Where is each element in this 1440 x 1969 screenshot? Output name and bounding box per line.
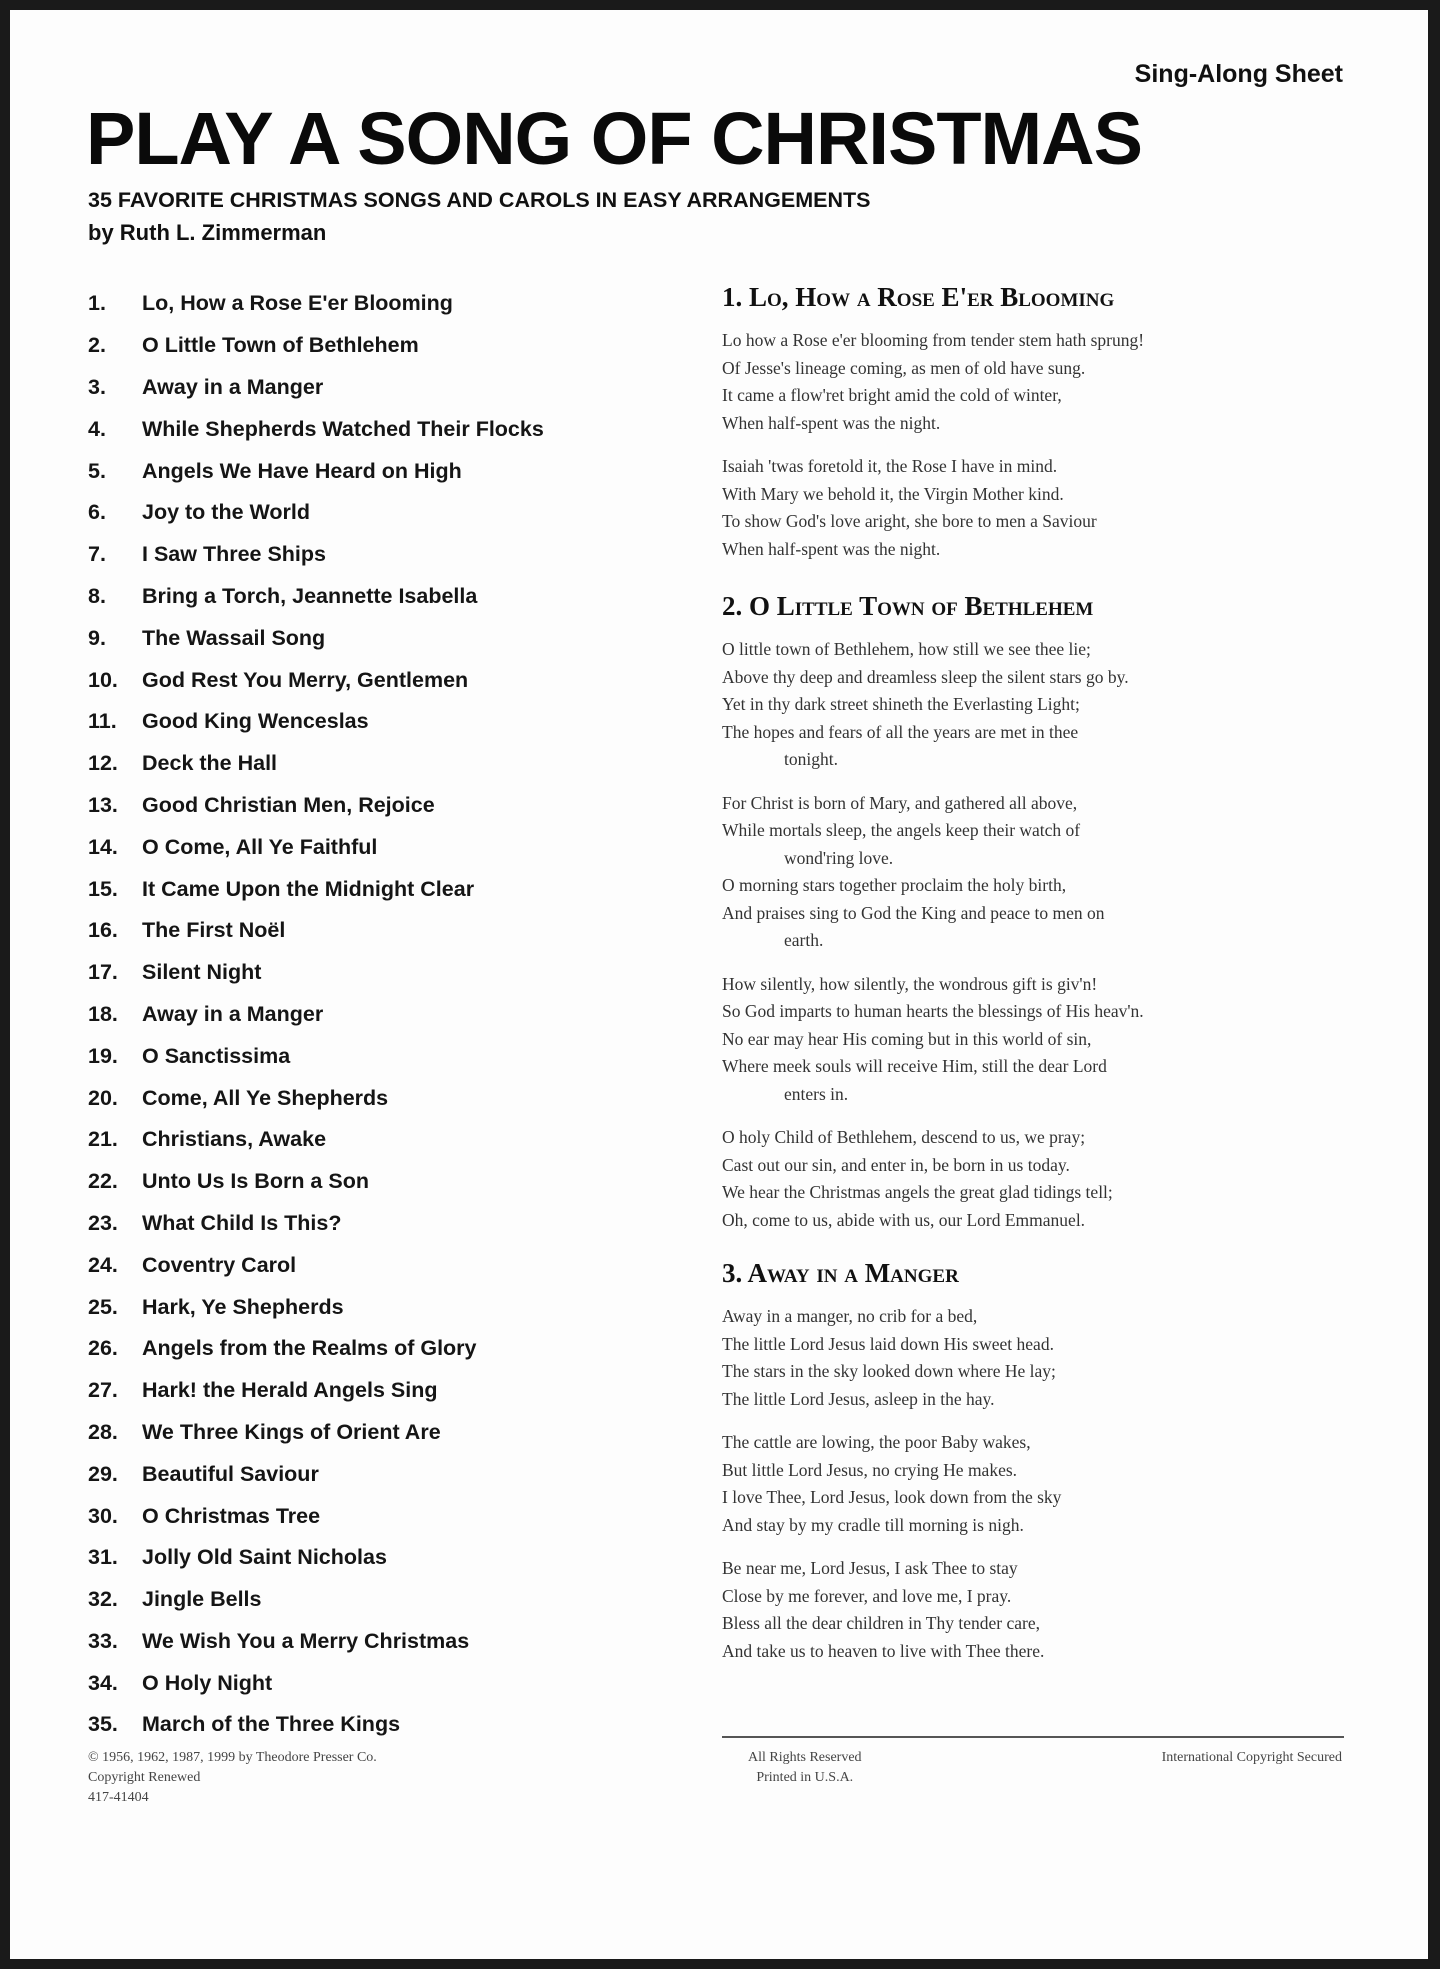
verse [722,327,1362,437]
song-number: 23. [88,1210,118,1235]
page-title: PLAY A SONG OF CHRISTMAS [86,97,1142,180]
copyright-line: Copyright Renewed [88,1770,201,1785]
song-number: 7. [88,542,106,567]
song-title: We Wish You a Merry Christmas [142,1628,470,1653]
song-list-item [88,1704,708,1746]
song-list-item [88,1370,708,1412]
lyric-line: enters in. [784,1083,849,1104]
song-lyrics [722,280,1362,563]
sheet-label: Sing-Along Sheet [1134,60,1343,88]
song-list-item [88,659,708,701]
song-number: 18. [88,1001,118,1026]
song-list-item [88,1203,708,1245]
song-title: Jolly Old Saint Nicholas [142,1545,387,1570]
song-list-item [88,1495,708,1537]
song-list-item [88,576,708,618]
song-title: Beautiful Saviour [142,1461,319,1486]
lyric-line: We hear the Christmas angels the great glad tidings tell; [722,1182,1113,1203]
song-title: Deck the Hall [142,751,278,776]
song-title: Good Christian Men, Rejoice [142,792,435,817]
song-title: Good King Wenceslas [142,709,369,734]
song-list [88,283,708,1746]
lyric-line: Yet in thy dark street shineth the Everlasting Light; [722,694,1080,715]
song-number: 16. [88,918,118,943]
song-number: 35. [88,1712,118,1737]
song-list-item [88,408,708,450]
song-number: 34. [88,1670,118,1695]
song-title: Angels We Have Heard on High [142,458,462,483]
song-title: Jingle Bells [142,1587,262,1612]
song-number: 8. [88,583,106,608]
song-list-item [88,1119,708,1161]
verse [722,1303,1362,1413]
song-title: O Christmas Tree [142,1503,321,1528]
lyric-line: Close by me forever, and love me, I pray. [722,1585,1012,1606]
song-list-item [88,868,708,910]
song-title: Joy to the World [142,500,311,525]
lyric-line: When half-spent was the night. [722,412,941,433]
song-list-item [88,1035,708,1077]
song-number: 28. [88,1419,118,1444]
song-number: 14. [88,834,118,859]
printed-line: Printed in U.S.A. [756,1770,854,1785]
lyric-line: Above thy deep and dreamless sleep the silent stars go by. [722,666,1129,687]
song-title: March of the Three Kings [142,1712,401,1737]
lyric-line: earth. [784,930,824,951]
song-title: O Sanctissima [142,1043,291,1068]
song-list-item [88,1412,708,1454]
song-number: 32. [88,1587,118,1612]
song-title: The Wassail Song [142,625,326,650]
song-title: Hark, Ye Shepherds [142,1294,344,1319]
song-list-item [88,1579,708,1621]
song-list-item [88,910,708,952]
verse [722,453,1362,563]
author: by Ruth L. Zimmerman [88,220,327,245]
lyric-line: And praises sing to God the King and peace to men on [722,902,1105,923]
lyric-line: Isaiah 'twas foretold it, the Rose I have in mind. [722,456,1058,477]
lyric-line: tonight. [784,749,838,770]
song-number: 13. [88,792,118,817]
song-number: 33. [88,1628,118,1653]
copyright-notice [88,1748,377,1808]
song-list-item [88,1244,708,1286]
song-heading: 1. Lo, How a Rose E'er Blooming [722,282,1115,312]
verse [722,790,1362,955]
song-list-item [88,1328,708,1370]
song-list-item [88,325,708,367]
song-list-item [88,1161,708,1203]
song-number: 6. [88,500,106,525]
song-number: 3. [88,374,106,399]
song-lyrics [722,1256,1362,1665]
song-list-item [88,367,708,409]
song-list-item [88,994,708,1036]
lyric-line: Be near me, Lord Jesus, I ask Thee to stay [722,1558,1018,1579]
song-lyrics [722,589,1362,1234]
lyric-line: Lo how a Rose e'er blooming from tender stem hath sprung! [722,330,1145,351]
song-list-item [88,1537,708,1579]
song-number: 4. [88,416,106,441]
sing-along-sheet [10,10,1428,1959]
verse [722,1429,1362,1539]
lyric-line: So God imparts to human hearts the blessings of His heav'n. [722,1001,1144,1022]
song-heading: 2. O Little Town of Bethlehem [722,591,1094,622]
rights-notice [748,1748,862,1788]
lyric-line: The hopes and fears of all the years are met in thee [722,721,1079,742]
song-title: I Saw Three Ships [142,542,326,567]
song-heading: 3. Away in a Manger [722,1258,959,1289]
song-title: Away in a Manger [142,374,324,399]
song-number: 27. [88,1378,118,1403]
song-number: 5. [88,458,106,483]
lyric-line: But little Lord Jesus, no crying He makes. [722,1459,1018,1480]
song-title: We Three Kings of Orient Are [142,1419,441,1444]
lyric-line: Oh, come to us, abide with us, our Lord Emmanuel. [722,1209,1086,1230]
verse [722,1124,1362,1234]
song-title: The First Noël [142,918,286,943]
song-list-item [88,952,708,994]
lyrics-column [722,280,1362,1687]
song-list-item [88,1621,708,1663]
lyric-line: It came a flow'ret bright amid the cold of winter, [722,385,1062,406]
song-number: 1. [88,291,106,316]
song-title: Angels from the Realms of Glory [142,1336,477,1361]
song-list-item [88,1453,708,1495]
verse [722,636,1362,774]
footer-divider [722,1736,1344,1738]
lyric-line: wond'ring love. [784,847,894,868]
song-title: Bring a Torch, Jeannette Isabella [142,583,478,608]
lyric-line: Of Jesse's lineage coming, as men of old have sung. [722,357,1086,378]
lyric-line: Cast out our sin, and enter in, be born in us today. [722,1154,1070,1175]
song-title: Silent Night [142,960,262,985]
song-list-item [88,450,708,492]
lyric-line: For Christ is born of Mary, and gathered all above, [722,792,1078,813]
subtitle: 35 FAVORITE CHRISTMAS SONGS AND CAROLS IN EASY ARRANGEMENTS [88,188,871,212]
song-number: 26. [88,1336,118,1361]
song-title: Coventry Carol [142,1252,297,1277]
song-list-item [88,743,708,785]
song-number: 10. [88,667,118,692]
song-number: 29. [88,1461,118,1486]
lyric-line: O holy Child of Bethlehem, descend to us, we pray; [722,1127,1086,1148]
lyric-line: O little town of Bethlehem, how still we see thee lie; [722,639,1091,660]
song-number: 2. [88,333,106,358]
song-number: 20. [88,1085,118,1110]
song-number: 15. [88,876,118,901]
verse [722,1555,1362,1665]
song-title: Hark! the Herald Angels Sing [142,1378,438,1403]
song-number: 11. [88,709,117,734]
song-list-item [88,785,708,827]
lyric-line: No ear may hear His coming but in this world of sin, [722,1028,1092,1049]
song-list-item [88,617,708,659]
lyric-line: Away in a manger, no crib for a bed, [722,1306,978,1327]
song-list-item [88,826,708,868]
song-list-item [88,534,708,576]
song-number: 30. [88,1503,118,1528]
lyric-line: When half-spent was the night. [722,538,941,559]
song-list-item [88,701,708,743]
lyric-line: With Mary we behold it, the Virgin Mother kind. [722,483,1064,504]
lyric-line: How silently, how silently, the wondrous gift is giv'n! [722,973,1098,994]
lyric-line: While mortals sleep, the angels keep their watch of [722,820,1081,841]
lyric-line: I love Thee, Lord Jesus, look down from the sky [722,1487,1062,1508]
song-number: 31. [88,1545,118,1570]
song-list-item [88,1286,708,1328]
international-copyright: International Copyright Secured [1161,1750,1342,1765]
song-number: 17. [88,960,118,985]
lyric-line: Where meek souls will receive Him, still the dear Lord [722,1056,1107,1077]
lyric-line: The little Lord Jesus laid down His sweet head. [722,1333,1054,1354]
lyric-line: The stars in the sky looked down where He lay; [722,1361,1056,1382]
copyright-line: © 1956, 1962, 1987, 1999 by Theodore Presser Co. [88,1750,377,1765]
song-title: O Little Town of Bethlehem [142,333,419,358]
catalog-number: 417-41404 [88,1790,149,1805]
song-title: God Rest You Merry, Gentlemen [142,667,469,692]
song-number: 19. [88,1043,118,1068]
lyric-line: The cattle are lowing, the poor Baby wakes, [722,1432,1031,1453]
lyric-line: The little Lord Jesus, asleep in the hay. [722,1388,995,1409]
lyric-line: To show God's love aright, she bore to men a Saviour [722,511,1097,532]
song-number: 12. [88,751,118,776]
song-title: Lo, How a Rose E'er Blooming [142,291,453,316]
song-title: O Come, All Ye Faithful [142,834,378,859]
song-number: 21. [88,1127,118,1152]
rights-line: All Rights Reserved [748,1750,862,1765]
song-title: Christians, Awake [142,1127,327,1152]
song-title: While Shepherds Watched Their Flocks [142,416,544,441]
song-title: Away in a Manger [142,1001,324,1026]
song-number: 25. [88,1294,118,1319]
lyric-line: And take us to heaven to live with Thee there. [722,1640,1045,1661]
song-title: Unto Us Is Born a Son [142,1169,369,1194]
song-title: It Came Upon the Midnight Clear [142,876,475,901]
lyric-line: And stay by my cradle till morning is nigh. [722,1514,1024,1535]
song-list-item [88,1662,708,1704]
song-title: O Holy Night [142,1670,273,1695]
song-number: 24. [88,1252,118,1277]
song-number: 9. [88,625,106,650]
song-number: 22. [88,1169,118,1194]
lyric-line: O morning stars together proclaim the holy birth, [722,875,1067,896]
verse [722,971,1362,1109]
song-list-item [88,1077,708,1119]
song-list-item [88,283,708,325]
song-title: What Child Is This? [142,1210,342,1235]
song-list-item [88,492,708,534]
song-title: Come, All Ye Shepherds [142,1085,389,1110]
lyric-line: Bless all the dear children in Thy tender care, [722,1613,1040,1634]
